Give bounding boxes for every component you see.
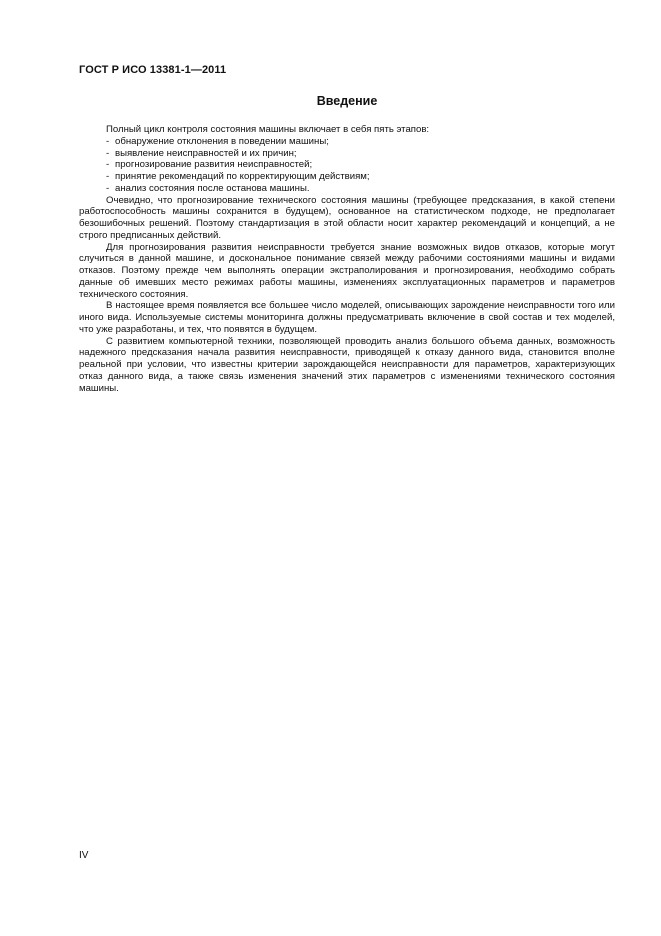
list-item	[79, 159, 615, 171]
stages-list	[79, 136, 615, 195]
list-item-text: обнаружение отклонения в поведении машины;	[115, 135, 329, 147]
list-item	[79, 136, 615, 148]
list-item-text: выявление неисправностей и их причин;	[115, 147, 297, 159]
list-item-text: принятие рекомендаций по корректирующим действиям;	[115, 171, 370, 182]
list-item-text: анализ состояния после останова машины.	[115, 182, 310, 194]
list-dash: -	[106, 159, 110, 171]
list-dash: -	[106, 147, 110, 159]
paragraph: В настоящее время появляется все большее число моделей, описывающих зарождение неисправности того или иного вида. Используемые системы мониторинга должны предусматривать включение в свой состав и тех моделей, что уже разработаны, и тех, что появятся в будущем.	[79, 300, 615, 335]
page-number: IV	[79, 850, 89, 861]
list-item	[79, 183, 615, 195]
section-title: Введение	[316, 94, 378, 108]
paragraph: Для прогнозирования развития неисправности требуется знание возможных видов отказов, которые могут случиться в данной машине, и доскональное понимание связей между рабочими состояниями машины и видами отказов. Поэтому прежде чем выполнять операции экстраполирования и прогнозирования, необходимо собрать данные об имевших место режимах работы машины, изменениях эксплуатационных параметров и параметров технического состояния.	[79, 241, 615, 300]
list-item	[79, 148, 615, 160]
list-dash: -	[106, 135, 110, 147]
list-dash: -	[106, 182, 110, 194]
paragraph: С развитием компьютерной техники, позволяющей проводить анализ большого объема данных, возможность надежного предсказания начала развития неисправности, приводящей к отказу данного вида, становится вполне реальной при условии, что известны критерии зарождающейся неисправности для параметров, характеризующих отказ данного вида, а также связь изменения значений этих параметров с изменениями технического состояния машины.	[79, 335, 615, 394]
list-dash: -	[106, 171, 110, 182]
body-text	[79, 124, 615, 394]
list-item-text: прогнозирование развития неисправностей;	[115, 159, 313, 171]
paragraph: Очевидно, что прогнозирование технического состояния машины (требующее предсказания, в какой степени работоспособность машины сохранится в будущем), основанное на статистическом подходе, не предполагает безошибочных решений. Поэтому стандартизация в этой области носит характер рекомендаций и концепций, а не строго предписанных действий.	[79, 194, 615, 241]
standard-header: ГОСТ Р ИСО 13381-1—2011	[79, 64, 227, 76]
list-item	[79, 171, 615, 183]
intro-line: Полный цикл контроля состояния машины включает в себя пять этапов:	[106, 124, 430, 135]
